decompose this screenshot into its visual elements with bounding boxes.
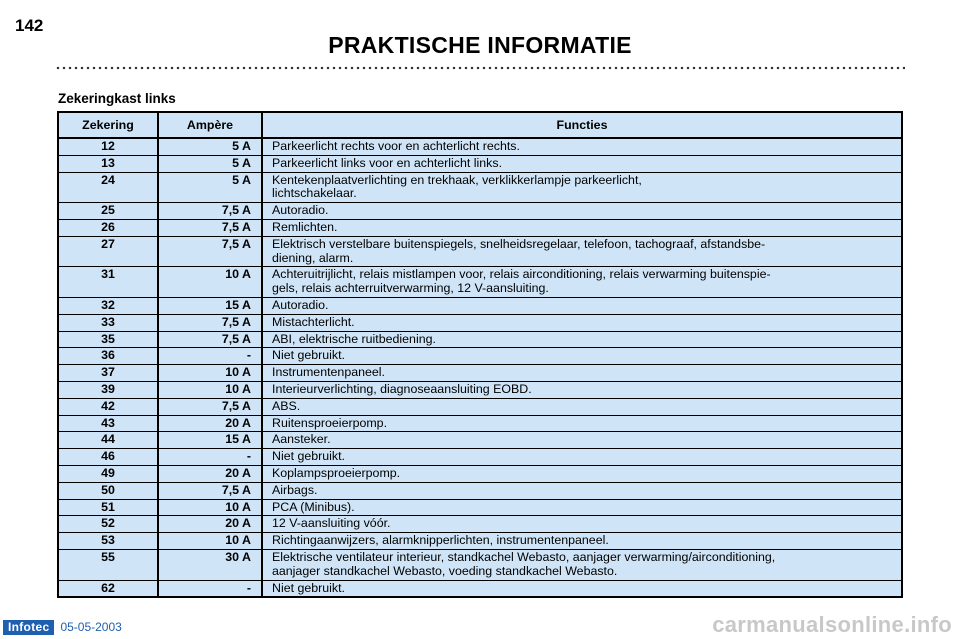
amperage-cell: 20 A <box>158 465 262 482</box>
amperage-cell: 5 A <box>158 155 262 172</box>
amperage-cell: 10 A <box>158 499 262 516</box>
table-row <box>58 203 902 220</box>
amperage-cell: 30 A <box>158 549 262 580</box>
function-cell: 12 V-aansluiting vóór. <box>262 516 902 533</box>
footer-date: 05-05-2003 <box>60 620 122 634</box>
fuse-number-cell: 26 <box>58 219 158 236</box>
table-row <box>58 314 902 331</box>
table-row <box>58 482 902 499</box>
function-cell: Kentekenplaatverlichting en trekhaak, verklikkerlampje parkeerlicht, lichtschakelaar. <box>262 172 902 203</box>
fuse-number-cell: 51 <box>58 499 158 516</box>
function-cell: Niet gebruikt. <box>262 580 902 597</box>
table-row <box>58 516 902 533</box>
function-cell: PCA (Minibus). <box>262 499 902 516</box>
fuse-number-cell: 13 <box>58 155 158 172</box>
fuse-number-cell: 62 <box>58 580 158 597</box>
amperage-cell: 20 A <box>158 516 262 533</box>
section-title: Zekeringkast links <box>58 91 176 106</box>
table-row <box>58 365 902 382</box>
fuse-number-cell: 52 <box>58 516 158 533</box>
fuse-number-cell: 49 <box>58 465 158 482</box>
fuse-number-cell: 35 <box>58 331 158 348</box>
table-row <box>58 465 902 482</box>
amperage-cell: 5 A <box>158 172 262 203</box>
table-row <box>58 499 902 516</box>
page-title: PRAKTISCHE INFORMATIE <box>328 32 632 58</box>
table-row <box>58 155 902 172</box>
amperage-cell: 20 A <box>158 415 262 432</box>
table-row <box>58 580 902 597</box>
amperage-cell: 7,5 A <box>158 236 262 267</box>
function-cell: ABI, elektrische ruitbediening. <box>262 331 902 348</box>
amperage-cell: 7,5 A <box>158 482 262 499</box>
fuse-number-cell: 36 <box>58 348 158 365</box>
function-cell: Remlichten. <box>262 219 902 236</box>
function-cell: Niet gebruikt. <box>262 348 902 365</box>
table-row <box>58 348 902 365</box>
table-row <box>58 398 902 415</box>
amperage-cell: 10 A <box>158 267 262 298</box>
function-cell: Interieurverlichting, diagnoseaansluiting EOBD. <box>262 381 902 398</box>
fuse-number-cell: 12 <box>58 138 158 155</box>
function-cell: Ruitensproeierpomp. <box>262 415 902 432</box>
fuse-number-cell: 43 <box>58 415 158 432</box>
amperage-cell: 7,5 A <box>158 203 262 220</box>
table-row <box>58 267 902 298</box>
function-cell: Parkeerlicht links voor en achterlicht links. <box>262 155 902 172</box>
amperage-cell: 10 A <box>158 381 262 398</box>
fuse-number-cell: 39 <box>58 381 158 398</box>
table-row <box>58 236 902 267</box>
table-header-row <box>58 112 902 138</box>
fuse-number-cell: 55 <box>58 549 158 580</box>
function-cell: Elektrische ventilateur interieur, standkachel Webasto, aanjager verwarming/airconditioning, aanjager standkachel Webasto, voeding standkachel Webasto. <box>262 549 902 580</box>
function-cell: Koplampsproeierpomp. <box>262 465 902 482</box>
function-cell: Autoradio. <box>262 297 902 314</box>
function-cell: Niet gebruikt. <box>262 449 902 466</box>
table-row <box>58 331 902 348</box>
amperage-cell: 7,5 A <box>158 219 262 236</box>
table-row <box>58 138 902 155</box>
amperage-cell: 7,5 A <box>158 398 262 415</box>
fuse-number-cell: 37 <box>58 365 158 382</box>
fuse-table <box>57 111 903 598</box>
header-zekering: Zekering <box>58 112 158 138</box>
function-cell: Achteruitrijlicht, relais mistlampen voor, relais airconditioning, relais verwarming buitenspie- gels, relais achterruitverwarming, 12 V-aansluiting. <box>262 267 902 298</box>
amperage-cell: 15 A <box>158 432 262 449</box>
table-row <box>58 449 902 466</box>
function-cell: Elektrisch verstelbare buitenspiegels, snelheidsregelaar, telefoon, tachograaf, afstandsbe- diening, alarm. <box>262 236 902 267</box>
amperage-cell: 5 A <box>158 138 262 155</box>
table-row <box>58 432 902 449</box>
function-cell: Richtingaanwijzers, alarmknipperlichten, instrumentenpaneel. <box>262 533 902 550</box>
infotec-logo: Infotec <box>3 620 54 635</box>
table-row <box>58 533 902 550</box>
amperage-cell: 15 A <box>158 297 262 314</box>
header-ampere: Ampère <box>158 112 262 138</box>
table-row <box>58 381 902 398</box>
function-cell: ABS. <box>262 398 902 415</box>
amperage-cell: - <box>158 449 262 466</box>
fuse-number-cell: 27 <box>58 236 158 267</box>
function-cell: Airbags. <box>262 482 902 499</box>
fuse-number-cell: 24 <box>58 172 158 203</box>
fuse-number-cell: 32 <box>58 297 158 314</box>
fuse-number-cell: 25 <box>58 203 158 220</box>
table-row <box>58 172 902 203</box>
function-cell: Mistachterlicht. <box>262 314 902 331</box>
amperage-cell: - <box>158 580 262 597</box>
header-functies: Functies <box>262 112 902 138</box>
dotted-divider <box>55 66 905 70</box>
amperage-cell: 7,5 A <box>158 331 262 348</box>
page-number: 142 <box>15 16 44 35</box>
table-row <box>58 297 902 314</box>
function-cell: Autoradio. <box>262 203 902 220</box>
function-cell: Instrumentenpaneel. <box>262 365 902 382</box>
fuse-number-cell: 42 <box>58 398 158 415</box>
table-row <box>58 549 902 580</box>
table-row <box>58 219 902 236</box>
function-cell: Parkeerlicht rechts voor en achterlicht rechts. <box>262 138 902 155</box>
fuse-table-body <box>58 138 902 597</box>
watermark: carmanualsonline.info <box>712 612 952 637</box>
fuse-number-cell: 44 <box>58 432 158 449</box>
fuse-number-cell: 50 <box>58 482 158 499</box>
fuse-number-cell: 53 <box>58 533 158 550</box>
fuse-number-cell: 46 <box>58 449 158 466</box>
fuse-number-cell: 31 <box>58 267 158 298</box>
fuse-number-cell: 33 <box>58 314 158 331</box>
amperage-cell: - <box>158 348 262 365</box>
table-row <box>58 415 902 432</box>
amperage-cell: 10 A <box>158 533 262 550</box>
function-cell: Aansteker. <box>262 432 902 449</box>
footer <box>3 619 122 635</box>
amperage-cell: 7,5 A <box>158 314 262 331</box>
amperage-cell: 10 A <box>158 365 262 382</box>
